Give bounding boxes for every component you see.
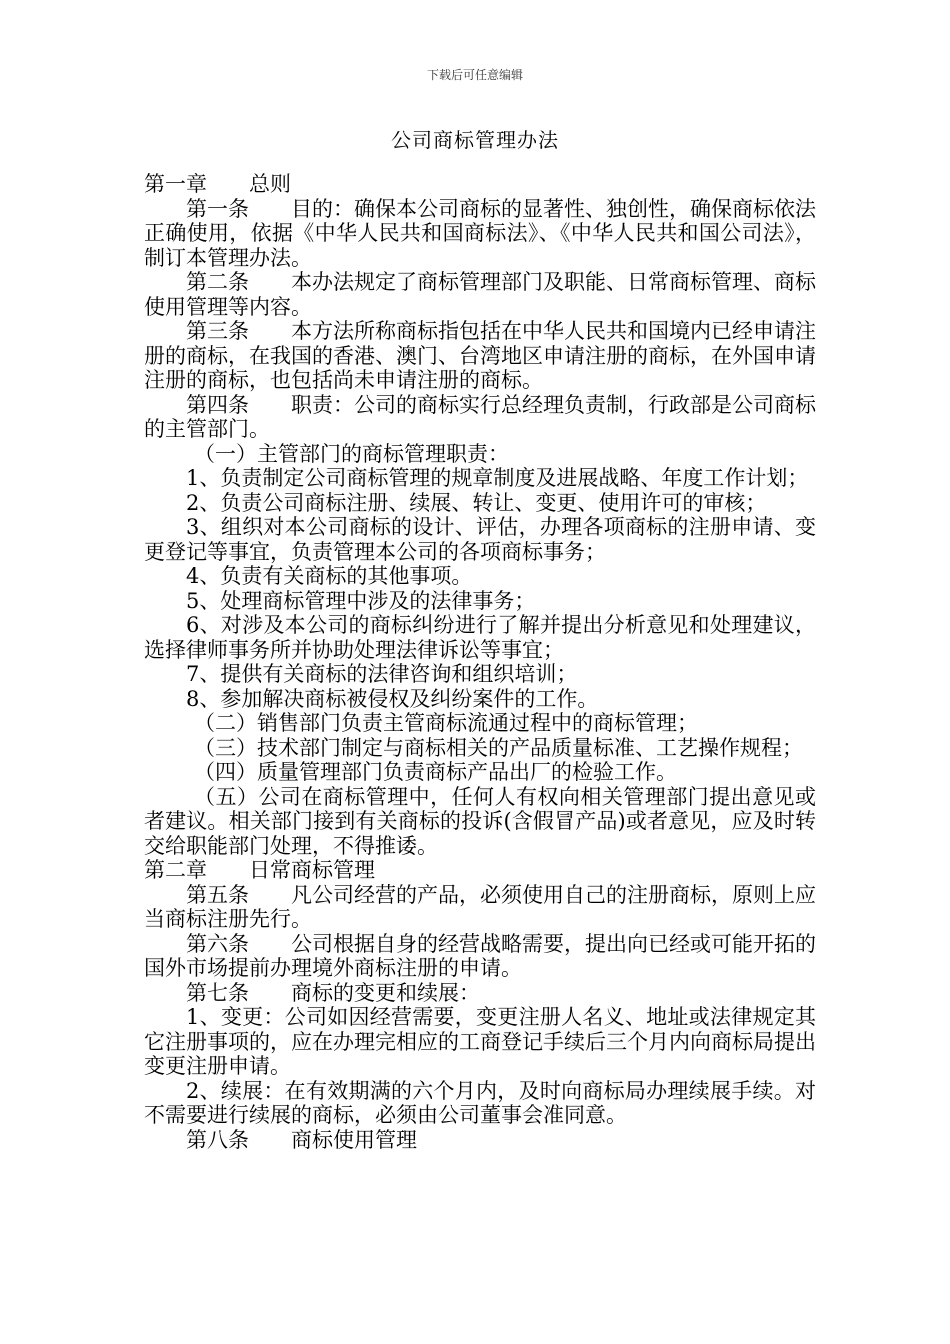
article-8 xyxy=(144,1128,816,1153)
section-heading-1: （一）主管部门的商标管理职责： xyxy=(194,441,509,466)
list-item: 2、负责公司商标注册、续展、转让、变更、使用许可的审核； xyxy=(186,490,767,515)
chapter-name: 总则 xyxy=(249,172,291,196)
list-item: 1、负责制定公司商标管理的规章制度及进展战略、年度工作计划； xyxy=(186,466,809,490)
list-item: 6、对涉及本公司的商标纠纷进行了解并提出分析意见和处理建议，选择律师事务所并协助处理法律诉讼等事宜； xyxy=(144,613,816,662)
list-item: 8、参加解决商标被侵权及纠纷案件的工作。 xyxy=(186,686,599,711)
article-text: 本办法规定了商标管理部门及职能、日常商标管理、商标使用管理等内容。 xyxy=(144,270,816,319)
article-5 xyxy=(144,883,816,932)
section-5: （五）公司在商标管理中，任何人有权向相关管理部门提出意见或者建议。相关部门接到有关商标的投诉(含假冒产品)或者意见，应及时转交给职能部门处理，不得推诿。 xyxy=(144,784,816,858)
article-number: 第二条 xyxy=(186,270,249,294)
article-text: 目的：确保本公司商标的显著性、独创性，确保商标依法正确使用，依据《中华人民共和国商标法》、《中华人民共和国公司法》，制订本管理办法。 xyxy=(144,196,816,270)
section-4: （四）质量管理部门负责商标产品出厂的检验工作。 xyxy=(194,760,677,784)
article-3 xyxy=(144,319,816,393)
chapter-heading xyxy=(144,858,816,883)
article-number: 第六条 xyxy=(186,931,249,956)
article-number: 第四条 xyxy=(186,392,249,417)
list-item: 2、续展：在有效期满的六个月内，及时向商标局办理续展手续。对不需要进行续展的商标，必须由公司董事会准同意。 xyxy=(144,1078,816,1127)
chapter-name: 日常商标管理 xyxy=(249,858,375,882)
document-body xyxy=(144,172,816,1152)
article-number: 第三条 xyxy=(186,319,249,343)
list-item: 4、负责有关商标的其他事项。 xyxy=(186,564,473,588)
header-note: 下载后可任意编辑 xyxy=(426,68,523,82)
article-text: 凡公司经营的产品，必须使用自己的注册商标，原则上应当商标注册先行。 xyxy=(144,882,816,931)
list-item: 1、变更：公司如因经营需要，变更注册人名义、地址或法律规定其它注册事项的，应在办理完相应的工商登记手续后三个月内向商标局提出变更注册申请。 xyxy=(144,1005,816,1078)
article-text: 商标的变更和续展： xyxy=(291,980,480,1005)
chapter-number: 第一章 xyxy=(144,172,207,196)
article-text: 商标使用管理 xyxy=(291,1127,417,1152)
list-item: 3、组织对本公司商标的设计、评估，办理各项商标的注册申请、变更登记等事宜，负责管理本公司的各项商标事务； xyxy=(144,515,816,564)
article-text: 公司根据自身的经营战略需要，提出向已经或可能开拓的国外市场提前办理境外商标注册的申请。 xyxy=(144,931,816,980)
list-item: 7、提供有关商标的法律咨询和组织培训； xyxy=(186,662,578,686)
article-number: 第七条 xyxy=(186,980,249,1005)
document-title: 公司商标管理办法 xyxy=(391,128,559,152)
article-4 xyxy=(144,393,816,442)
article-number: 第八条 xyxy=(186,1127,249,1152)
article-6 xyxy=(144,932,816,981)
article-2 xyxy=(144,270,816,319)
section-2: （二）销售部门负责主管商标流通过程中的商标管理； xyxy=(194,711,698,735)
article-number: 第一条 xyxy=(186,196,249,221)
section-3: （三）技术部门制定与商标相关的产品质量标准、工艺操作规程； xyxy=(194,735,803,760)
article-text: 本方法所称商标指包括在中华人民共和国境内已经申请注册的商标，在我国的香港、澳门、台湾地区申请注册的商标，在外国申请注册的商标，也包括尚未申请注册的商标。 xyxy=(144,319,816,392)
chapter-number: 第二章 xyxy=(144,858,207,882)
list-item: 5、处理商标管理中涉及的法律事务； xyxy=(186,588,536,613)
article-text: 职责：公司的商标实行总经理负责制，行政部是公司商标的主管部门。 xyxy=(144,392,816,441)
chapter-heading xyxy=(144,172,816,197)
article-1 xyxy=(144,197,816,271)
article-number: 第五条 xyxy=(186,882,249,907)
article-7 xyxy=(144,981,816,1006)
